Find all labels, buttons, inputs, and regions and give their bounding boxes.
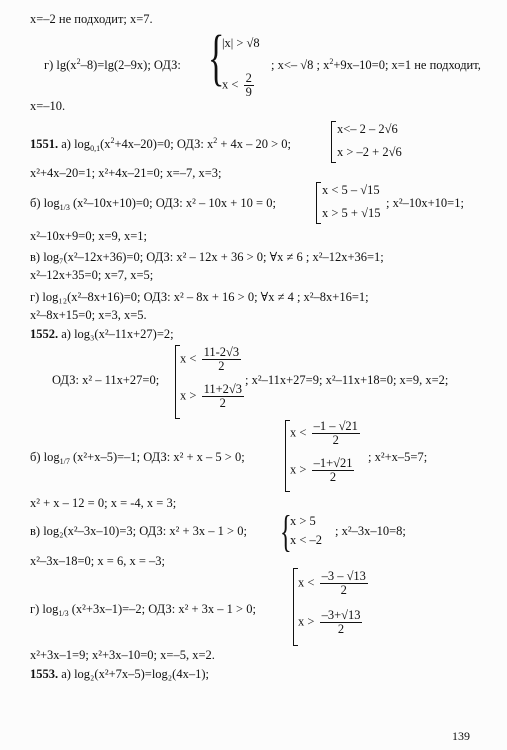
line-16: в) log₂(x²–3x–10)=3; ОДЗ: x² + 3x – 1 > 0;: [30, 524, 247, 538]
line-17: x²–3x–18=0; x = 6, x = –3;: [30, 554, 165, 568]
line-1: x=–2 не подходит; x=7.: [30, 12, 153, 26]
set-bracket: [331, 121, 336, 163]
system-brace: {: [280, 507, 292, 556]
page-number: 139: [452, 729, 470, 743]
problem-1551: 1551. а) $\log_{0,1}(x^2+4x-20)=0$; ОДЗ: $x^2 + 4x - 20 > 0$;: [30, 136, 292, 153]
system-16-top: x > 5: [290, 514, 316, 528]
line-3: x=–10.: [30, 99, 66, 113]
line-11: x²–8x+15=0; x=3, x=5.: [30, 308, 147, 322]
problem-1553: 1553. а) log₂(x²+7x–5)=log₂(4x–1);: [30, 667, 209, 681]
system-1551-top: x<– 2 – 2√6: [337, 122, 398, 136]
line-19: x²+3x–1=9; x²+3x–10=0; x=–5, x=2.: [30, 648, 215, 662]
line-13: ОДЗ: x² – 11x+27=0;: [52, 373, 160, 387]
line-9: x²–12x+35=0; x=7, x=5;: [30, 268, 154, 282]
system-18-top: x < $\frac{-3 - √13}{2}$: [298, 569, 366, 597]
line-16-rest: ; x²–3x–10=8;: [335, 524, 406, 538]
system-13-bottom: x > $\frac{11+2√3}{2}$: [180, 382, 243, 410]
system-16-bottom: x < –2: [290, 533, 323, 547]
line-6-rest: ; x²–10x+10=1;: [386, 196, 464, 210]
line-14: б) $\log_{1/7} (x^2+x-5)=-1$; ОДЗ: x² + x – 5 > 0;: [30, 450, 245, 466]
set-bracket: [316, 182, 321, 224]
line-13-rest: ; x²–11x+27=9; x²–11x+18=0; x=9, x=2;: [245, 373, 449, 387]
system-14-top: x < $\frac{-1 - √21}{2}$: [290, 419, 358, 447]
line-18: г) $\log_{1/3} (x^2+3x-1)=-2$; ОДЗ: x² + 3x – 1 > 0;: [30, 602, 256, 618]
line-2-rest: ; x<– √8 ; $x^2+9x-10=0$; x=1 не подходит,: [271, 57, 481, 72]
problem-1552: 1552. а) log₃(x²–11x+27)=2;: [30, 327, 174, 341]
line-8: в) log₇(x²–12x+36)=0; ОДЗ: x² – 12x + 36 > 0; ∀x ≠ 6 ; x²–12x+36=1;: [30, 250, 384, 264]
line-7: x²–10x+9=0; x=9, x=1;: [30, 229, 148, 243]
system-6-top: x < 5 – √15: [322, 183, 380, 197]
system-2-bottom: x < $\frac{2}{9}$: [222, 71, 252, 99]
system-6-bottom: x > 5 + √15: [322, 206, 381, 220]
line-5: x²+4x–20=1; x²+4x–21=0; x=–7, x=3;: [30, 166, 222, 180]
fraction: $\frac{2}{9}$: [245, 71, 252, 99]
line-2: г) $\lg(x^2-8)=\lg(2-9x)$; ОДЗ:: [44, 57, 181, 72]
system-13-top: x < $\frac{11-2√3}{2}$: [180, 345, 240, 373]
system-18-bottom: x > $\frac{-3+√13}{2}$: [298, 608, 361, 636]
system-2-top: |x| > √8: [222, 36, 260, 50]
line-14-rest: ; x²+x–5=7;: [368, 450, 428, 464]
line-6: б) $\log_{1/3} (x^2-10x+10)=0$; ОДЗ: x² – 10x + 10 = 0;: [30, 196, 276, 212]
system-brace: {: [208, 24, 225, 92]
system-14-bottom: x > $\frac{-1+√21}{2}$: [290, 456, 353, 484]
system-1551-bottom: x > –2 + 2√6: [337, 145, 402, 159]
line-10: г) log₁₂(x²–8x+16)=0; ОДЗ: x² – 8x + 16 > 0; ∀x ≠ 4 ; x²–8x+16=1;: [30, 290, 369, 304]
line-15: x² + x – 12 = 0; x = -4, x = 3;: [30, 496, 177, 510]
